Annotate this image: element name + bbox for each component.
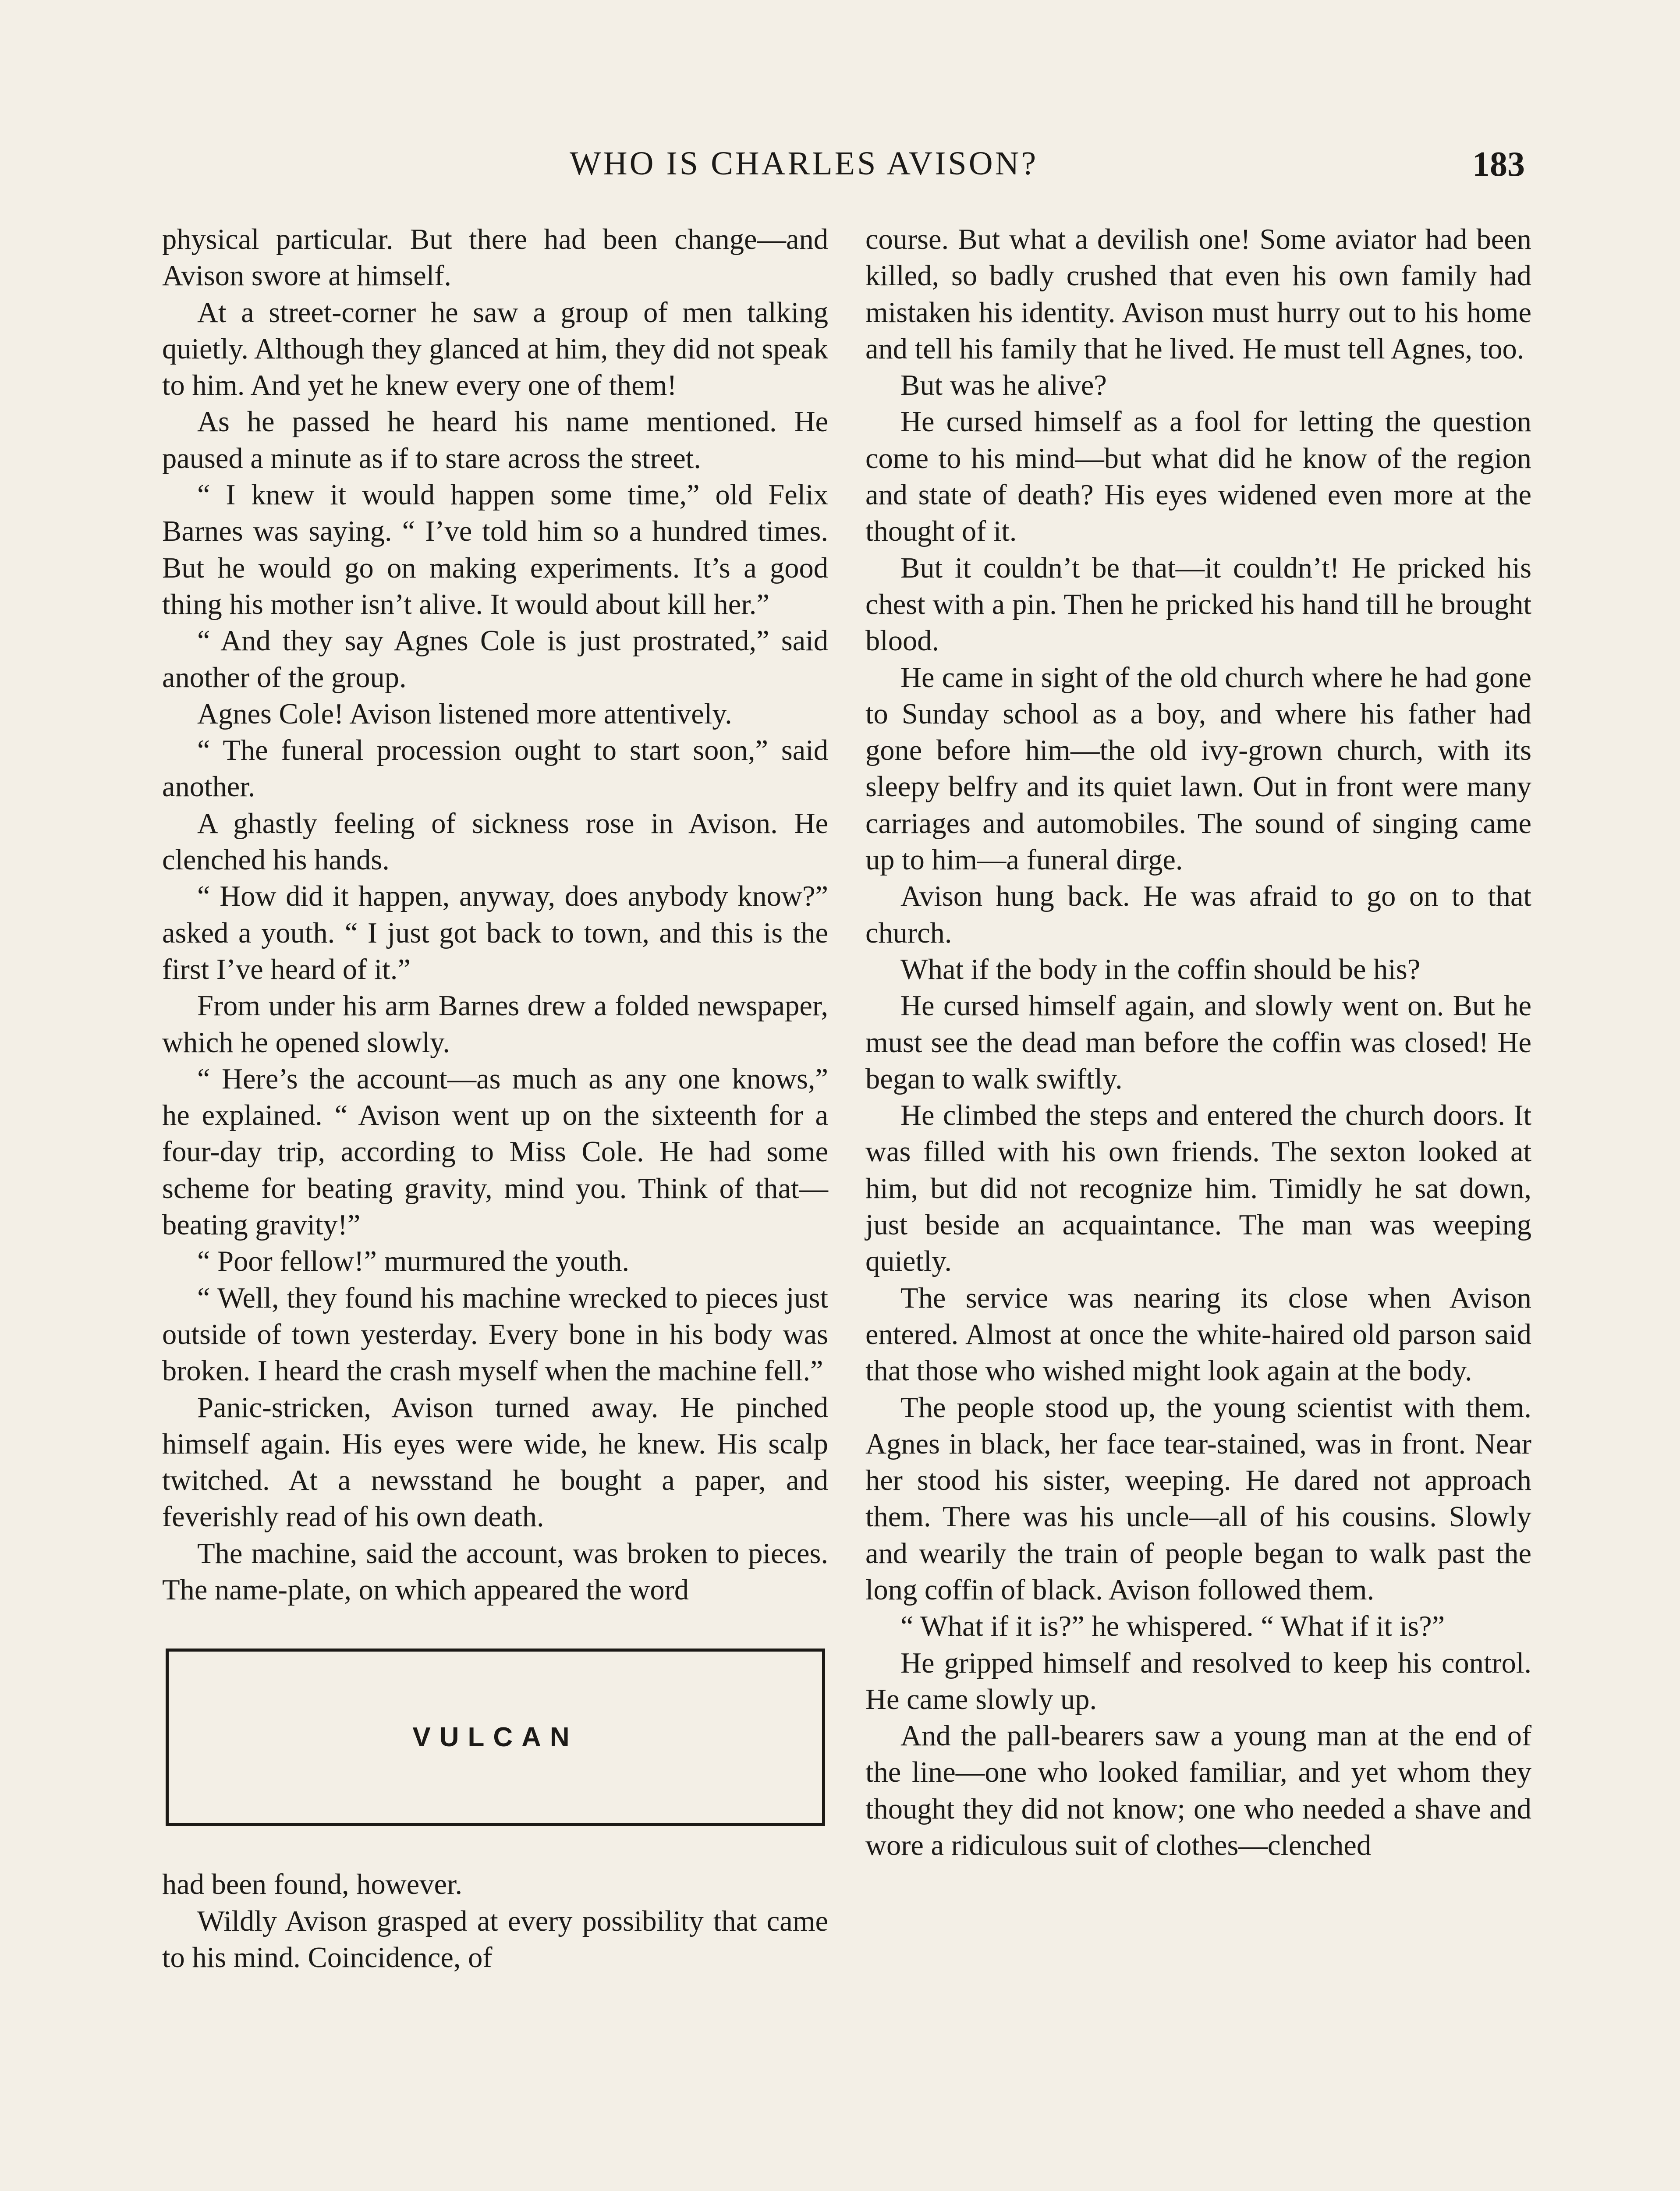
paragraph: Panic-stricken, Avison turned away. He pinched himself again. His eyes were wide, he knew. His scalp twitched. At a newsstand he bought a paper, and feverishly read of his own death.: [162, 1391, 828, 1533]
paragraph: “ And they say Agnes Cole is just prostrated,” said another of the group.: [162, 625, 828, 694]
paragraph: A ghastly feeling of sickness rose in Avison. He clenched his hands.: [162, 807, 828, 876]
paragraph: The machine, said the account, was broken to pieces. The name-plate, on which appeared the word: [162, 1537, 828, 1606]
paragraph: physical particular. But there had been change—and Avison swore at himself.: [162, 223, 828, 292]
paragraph: “ Poor fellow!” murmured the youth.: [197, 1245, 630, 1278]
paragraph: But was he alive?: [900, 369, 1107, 402]
paragraph: “ How did it happen, anyway, does anybody know?” asked a youth. “ I just got back to town, and this is the first I’ve heard of it.”: [162, 880, 828, 986]
right-column-text: [865, 221, 1531, 1864]
paragraph: Agnes Cole! Avison listened more attentively.: [197, 698, 732, 730]
paragraph: He came in sight of the old church where he had gone to Sunday school as a boy, and where his father had gone before him—the old ivy-grown church, with its sleepy belfry and its quiet lawn. Out in front were many carriages and automobiles. The sound of singing came up to him—a funeral dirge.: [865, 661, 1531, 876]
paragraph: And the pall-bearers saw a young man at the end of the line—one who looked familiar, and yet whom they thought they did not know; one who needed a shave and wore a ridiculous suit of clothes—clenched: [865, 1720, 1531, 1862]
paragraph: From under his arm Barnes drew a folded newspaper, which he opened slowly.: [162, 990, 828, 1059]
paragraph: He climbed the steps and entered the church doors. It was filled with his own friends. The sexton looked at him, but did not recognize him. Timidly he sat down, just beside an acquaintance. The man was weeping quietly.: [865, 1099, 1531, 1278]
page-number: 183: [1472, 145, 1525, 184]
left-column: [162, 221, 828, 1976]
paragraph: “ The funeral procession ought to start soon,” said another.: [162, 734, 828, 803]
paragraph: But it couldn’t be that—it couldn’t! He pricked his chest with a pin. Then he pricked his hand till he brought blood.: [865, 552, 1531, 657]
paragraph: The service was nearing its close when Avison entered. Almost at once the white-haired old parson said that those who wished might look again at the body.: [865, 1282, 1531, 1387]
right-column: [865, 221, 1531, 1864]
paragraph: At a street-corner he saw a group of men talking quietly. Although they glanced at him, they did not speak to him. And yet he knew every one of them!: [162, 296, 828, 402]
left-column-text: [162, 221, 828, 1608]
running-head: WHO IS CHARLES AVISON?: [570, 145, 1038, 182]
paragraph: As he passed he heard his name mentioned. He paused a minute as if to stare across the street.: [162, 406, 828, 475]
page-header: [162, 145, 1525, 197]
paragraph: He cursed himself as a fool for letting the question come to his mind—but what did he know of the region and state of death? His eyes widened even more at the thought of it.: [865, 406, 1531, 548]
paragraph: He gripped himself and resolved to keep his control. He came slowly up.: [865, 1647, 1531, 1716]
paragraph: The people stood up, the young scientist with them. Agnes in black, her face tear-stained, was in front. Near her stood his sister, weeping. He dared not approach them. There was his uncle—all of his cousins. Slowly and wearily the train of people began to walk past the long coffin of black. Avison followed them.: [865, 1391, 1531, 1606]
paragraph: “ I knew it would happen some time,” old Felix Barnes was saying. “ I’ve told him so a hundred times. But he would go on making experiments. It’s a good thing his mother isn’t alive. It would about kill her.”: [162, 479, 828, 620]
paragraph: He cursed himself again, and slowly went on. But he must see the dead man before the coffin was closed! He began to walk swiftly.: [865, 990, 1531, 1095]
paragraph: What if the body in the coffin should be his?: [900, 953, 1421, 986]
name-plate-word: VULCAN: [412, 1722, 578, 1753]
paragraph: “ Well, they found his machine wrecked to pieces just outside of town yesterday. Every bone in his body was broken. I heard the crash myself when the machine fell.”: [162, 1282, 828, 1387]
paragraph: “ What if it is?” he whispered. “ What if it is?”: [900, 1610, 1445, 1643]
paragraph: course. But what a devilish one! Some aviator had been killed, so badly crushed that even his own family had mistaken his identity. Avison must hurry out to his home and tell his family that he lived. He must tell Agnes, too.: [865, 223, 1531, 365]
left-column-text-continued: [162, 1866, 828, 1976]
paragraph: had been found, however.: [162, 1868, 463, 1901]
paragraph: “ Here’s the account—as much as any one knows,” he explained. “ Avison went up on the sixteenth for a four-day trip, according to Miss Cole. He had some scheme for beating gravity, mind you. Think of that—beating gravity!”: [162, 1063, 828, 1241]
name-plate-box: [166, 1649, 825, 1826]
paragraph: Wildly Avison grasped at every possibility that came to his mind. Coincidence, of: [162, 1905, 828, 1974]
paragraph: Avison hung back. He was afraid to go on to that church.: [865, 880, 1531, 949]
